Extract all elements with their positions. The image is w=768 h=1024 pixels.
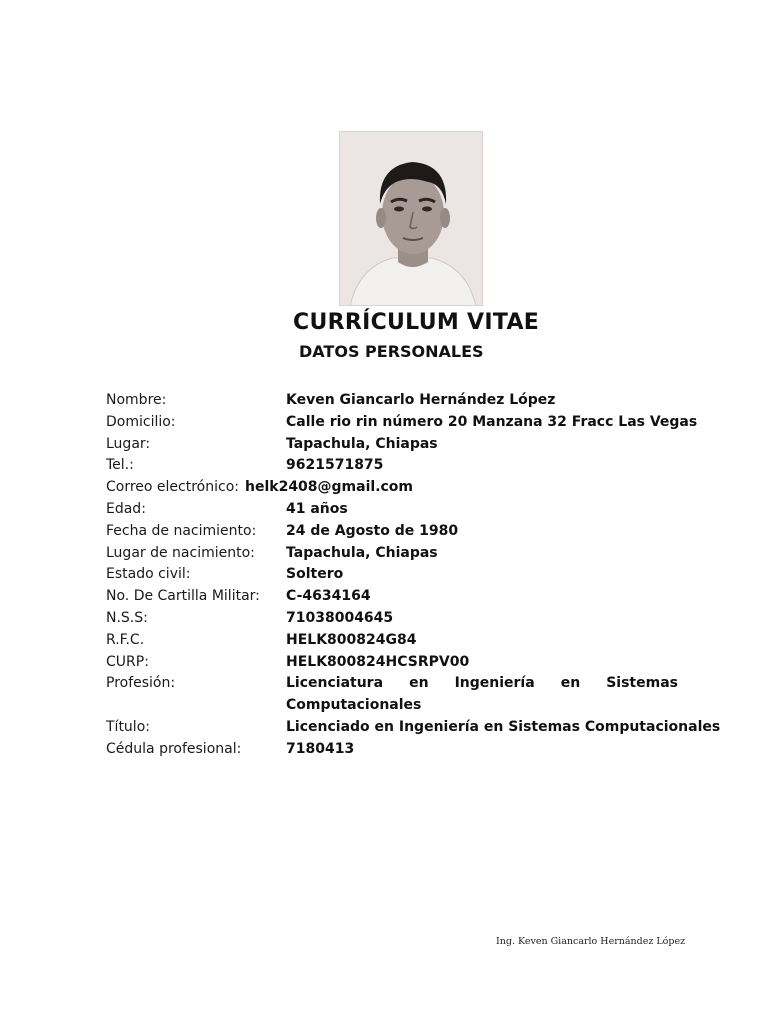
field-label: No. De Cartilla Militar:	[106, 588, 260, 605]
field-label: CURP:	[106, 653, 149, 670]
field-label: Lugar:	[106, 435, 151, 452]
field-label: Correo electrónico:	[106, 479, 239, 496]
section-heading: DATOS PERSONALES	[299, 342, 484, 361]
field-label: Profesión:	[106, 675, 176, 692]
footer-signature-text: Ing. Keven Giancarlo Hernández López	[496, 936, 686, 947]
field-value: 24 de Agosto de 1980	[286, 522, 459, 539]
field-label: Lugar de nacimiento:	[106, 544, 255, 561]
document-title: CURRÍCULUM VITAE	[293, 310, 540, 335]
field-label: Fecha de nacimiento:	[106, 522, 257, 539]
profile-photo	[339, 131, 483, 306]
field-value: 41 años	[286, 500, 348, 517]
field-value: Tapachula, Chiapas	[286, 544, 438, 561]
field-value: Soltero	[286, 566, 344, 583]
field-row-lugar-nacimiento	[106, 543, 678, 565]
field-label: Estado civil:	[106, 566, 191, 583]
field-value: helk2408@gmail.com	[245, 479, 414, 496]
field-row-correo	[106, 477, 678, 499]
field-row-cartilla	[106, 586, 678, 608]
field-value: Licenciado en Ingeniería en Sistemas Computacionales	[286, 718, 721, 735]
field-label: Domicilio:	[106, 413, 176, 430]
field-row-cedula	[106, 739, 678, 761]
field-label: Nombre:	[106, 392, 167, 408]
field-row-nss	[106, 608, 678, 630]
field-row-tel	[106, 455, 678, 477]
field-row-lugar	[106, 434, 678, 456]
field-value: Tapachula, Chiapas	[286, 435, 438, 452]
field-row-titulo	[106, 717, 721, 739]
field-row-fecha-nacimiento	[106, 521, 678, 543]
field-value: HELK800824HCSRPV00	[286, 653, 470, 670]
field-label: Tel.:	[106, 457, 134, 474]
field-row-curp	[106, 652, 678, 674]
field-value: C-4634164	[286, 588, 371, 605]
field-label: Cédula profesional:	[106, 740, 242, 757]
portrait-illustration	[340, 132, 483, 306]
field-label: Edad:	[106, 500, 146, 517]
field-row-rfc	[106, 630, 678, 652]
field-value: 7180413	[286, 740, 355, 757]
field-label: N.S.S:	[106, 609, 148, 626]
field-row-nombre	[106, 390, 678, 412]
field-label: Título:	[106, 718, 150, 735]
personal-data-list	[106, 390, 721, 761]
field-value: 71038004645	[286, 609, 394, 626]
field-value: 9621571875	[286, 457, 384, 474]
field-value: Calle rio rin número 20 Manzana 32 Fracc Las Vegas	[286, 413, 698, 430]
field-value: Licenciatura en Ingeniería en Sistemas Computacionales	[286, 675, 678, 714]
field-row-profesion	[106, 673, 678, 717]
field-row-domicilio	[106, 412, 698, 434]
field-value: Keven Giancarlo Hernández López	[286, 392, 556, 408]
field-label: R.F.C.	[106, 631, 145, 648]
field-row-estado-civil	[106, 564, 678, 586]
field-row-edad	[106, 499, 678, 521]
field-value: HELK800824G84	[286, 631, 417, 648]
